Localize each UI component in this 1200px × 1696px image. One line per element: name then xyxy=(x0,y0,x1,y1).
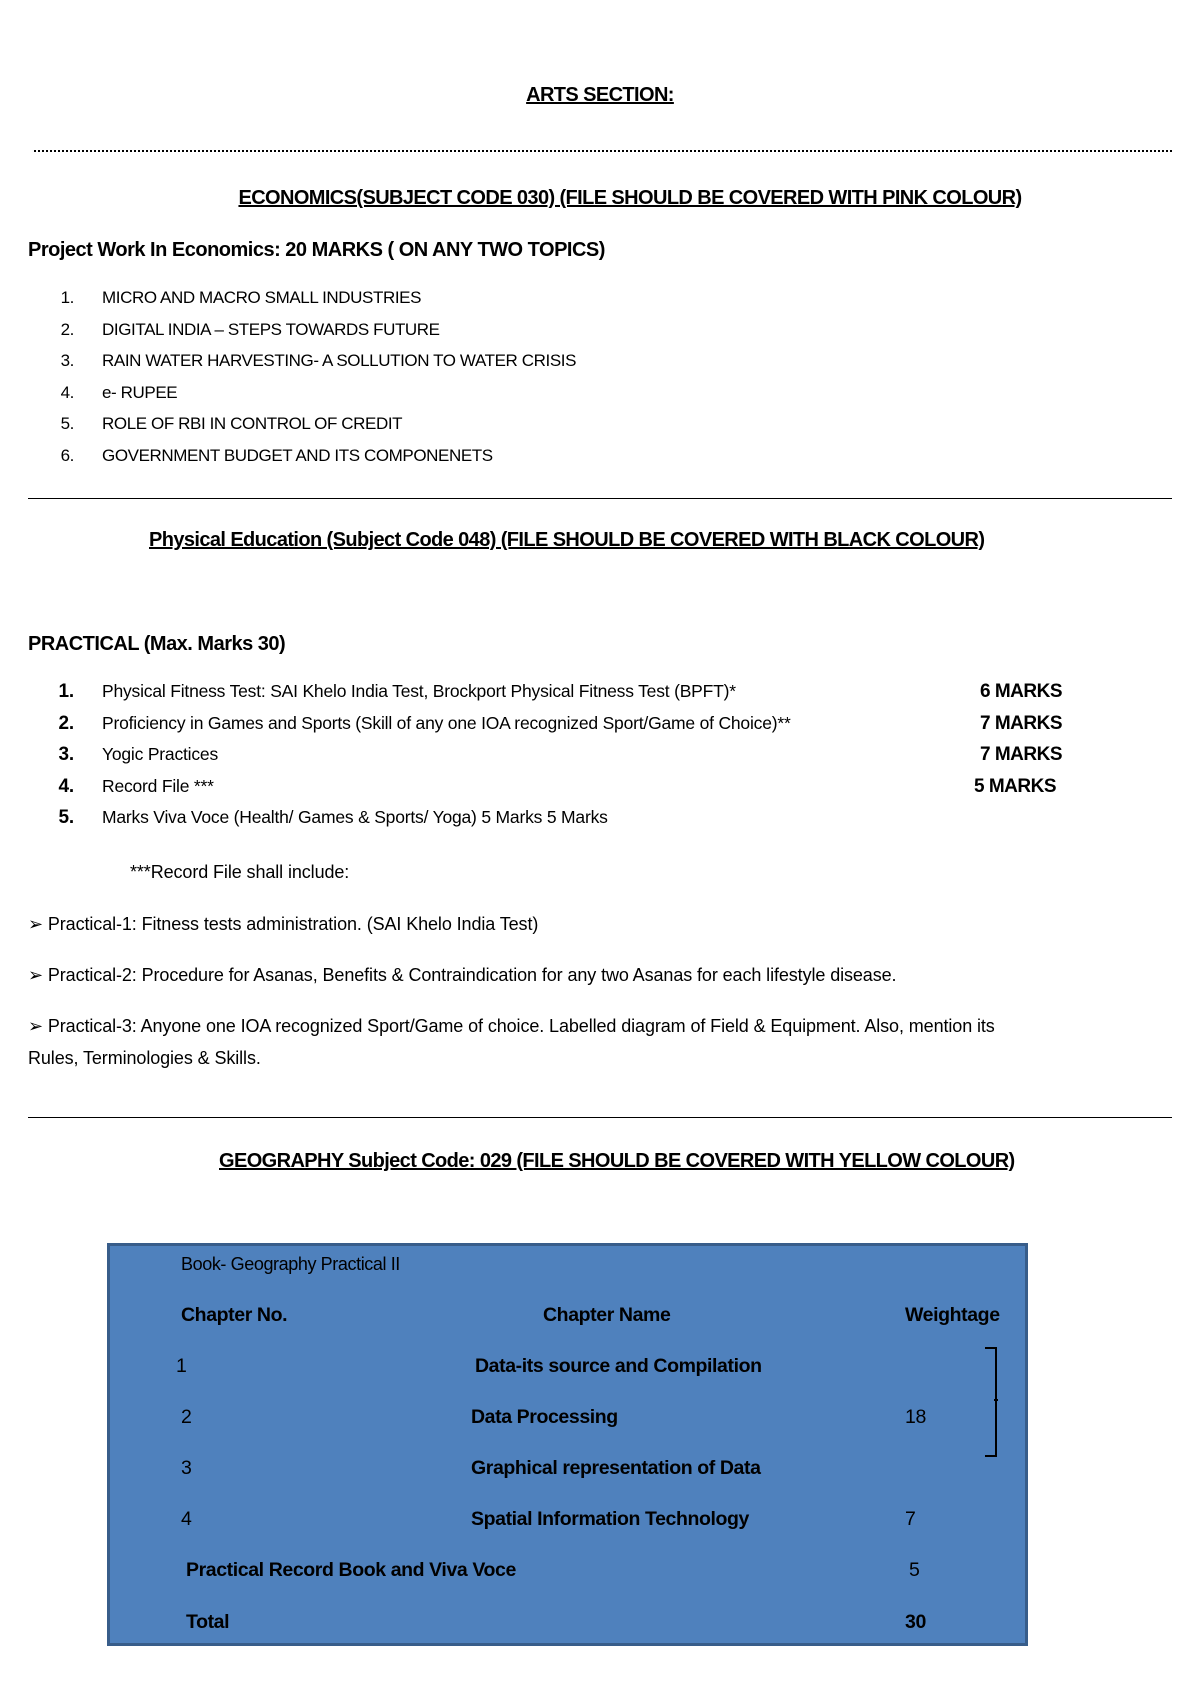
geography-title: GEOGRAPHY Subject Code: 029 (FILE SHOULD BE COVERED WITH YELLOW COLOUR) xyxy=(219,1150,1015,1172)
practical-3-continued: Rules, Terminologies & Skills. xyxy=(28,1048,261,1068)
section-divider xyxy=(28,1117,1172,1118)
header-weightage: Weightage xyxy=(905,1304,1000,1326)
list-number: 5. xyxy=(58,807,74,828)
item-marks: 6 MARKS xyxy=(980,681,1063,702)
row-chapter-no: 4 xyxy=(181,1508,192,1530)
physical-education-title: Physical Education (Subject Code 048) (FILE SHOULD BE COVERED WITH BLACK COLOUR) xyxy=(149,529,985,551)
total-weightage: 30 xyxy=(905,1611,926,1633)
list-number: 1. xyxy=(60,288,74,307)
list-item xyxy=(28,383,576,415)
list-item xyxy=(28,320,576,352)
practical-2-text: ➢ Practical-2: Procedure for Asanas, Benefits & Contraindication for any two Asanas for each lifestyle disease. xyxy=(28,965,897,985)
record-book-weightage: 5 xyxy=(909,1559,920,1581)
list-item xyxy=(28,351,576,383)
row-chapter-no: 3 xyxy=(181,1457,192,1479)
economics-project-heading: Project Work In Economics: 20 MARKS ( ON ANY TWO TOPICS) xyxy=(28,239,605,261)
section-divider xyxy=(28,498,1172,499)
row-chapter-name: Data Processing xyxy=(471,1406,618,1428)
list-item xyxy=(28,807,1128,839)
topic-text: e- RUPEE xyxy=(102,382,178,402)
list-number: 5. xyxy=(60,414,74,433)
item-text: Record File *** xyxy=(102,775,214,796)
list-number: 3. xyxy=(58,744,74,765)
list-item xyxy=(28,776,1128,808)
row-chapter-no: 1 xyxy=(176,1355,187,1377)
row-weightage: 7 xyxy=(905,1508,916,1530)
total-label: Total xyxy=(186,1611,230,1633)
list-number: 4. xyxy=(60,382,74,402)
row-weightage: 18 xyxy=(905,1406,926,1428)
list-item xyxy=(28,414,576,446)
practical-3-text: ➢ Practical-3: Anyone one IOA recognized Sport/Game of choice. Labelled diagram of Field & Equipment. Also, mention its xyxy=(28,1016,995,1036)
topic-text: GOVERNMENT BUDGET AND ITS COMPONENETS xyxy=(102,445,493,465)
topic-text: DIGITAL INDIA – STEPS TOWARDS FUTURE xyxy=(102,319,440,339)
practical-heading: PRACTICAL (Max. Marks 30) xyxy=(28,633,286,655)
header-chapter-no: Chapter No. xyxy=(181,1304,288,1326)
list-number: 2. xyxy=(58,712,74,734)
economics-topic-list xyxy=(28,288,576,477)
geography-weightage-table xyxy=(107,1243,1028,1646)
item-marks: 7 MARKS xyxy=(980,712,1063,734)
list-number: 6. xyxy=(60,445,74,465)
list-item xyxy=(28,713,1128,745)
practical-items-list xyxy=(28,681,1128,839)
item-text: Yogic Practices xyxy=(102,744,218,764)
topic-text: MICRO AND MACRO SMALL INDUSTRIES xyxy=(102,288,422,307)
topic-text: ROLE OF RBI IN CONTROL OF CREDIT xyxy=(102,414,403,433)
list-number: 1. xyxy=(58,681,74,702)
record-book-label: Practical Record Book and Viva Voce xyxy=(186,1559,516,1581)
dotted-divider xyxy=(34,150,1172,152)
item-text: Marks Viva Voce (Health/ Games & Sports/ Yoga) 5 Marks 5 Marks xyxy=(102,807,608,827)
topic-text: RAIN WATER HARVESTING- A SOLLUTION TO WATER CRISIS xyxy=(102,351,577,370)
row-chapter-no: 2 xyxy=(181,1406,192,1428)
practical-1-text: ➢ Practical-1: Fitness tests administration. (SAI Khelo India Test) xyxy=(28,914,539,934)
book-name: Book- Geography Practical II xyxy=(181,1254,400,1274)
list-number: 2. xyxy=(60,319,74,339)
list-number: 4. xyxy=(58,775,74,797)
item-marks: 7 MARKS xyxy=(980,744,1063,765)
grouping-bracket xyxy=(985,1347,997,1457)
item-marks: 5 MARKS xyxy=(974,775,1057,797)
list-item xyxy=(28,744,1128,776)
list-item xyxy=(28,681,1128,713)
economics-title: ECONOMICS(SUBJECT CODE 030) (FILE SHOULD BE COVERED WITH PINK COLOUR) xyxy=(238,187,1022,209)
record-file-note: ***Record File shall include: xyxy=(130,862,350,882)
list-item xyxy=(28,446,576,478)
section-title: ARTS SECTION: xyxy=(526,84,674,106)
row-chapter-name: Graphical representation of Data xyxy=(471,1457,761,1479)
header-chapter-name: Chapter Name xyxy=(543,1304,671,1326)
row-chapter-name: Data-its source and Compilation xyxy=(475,1355,762,1377)
grouping-bracket-tick xyxy=(994,1399,998,1401)
item-text: Physical Fitness Test: SAI Khelo India Test, Brockport Physical Fitness Test (BPFT)* xyxy=(102,681,736,701)
item-text: Proficiency in Games and Sports (Skill of any one IOA recognized Sport/Game of Choice)** xyxy=(102,712,791,733)
row-chapter-name: Spatial Information Technology xyxy=(471,1508,749,1530)
list-number: 3. xyxy=(60,351,74,370)
list-item xyxy=(28,288,576,320)
